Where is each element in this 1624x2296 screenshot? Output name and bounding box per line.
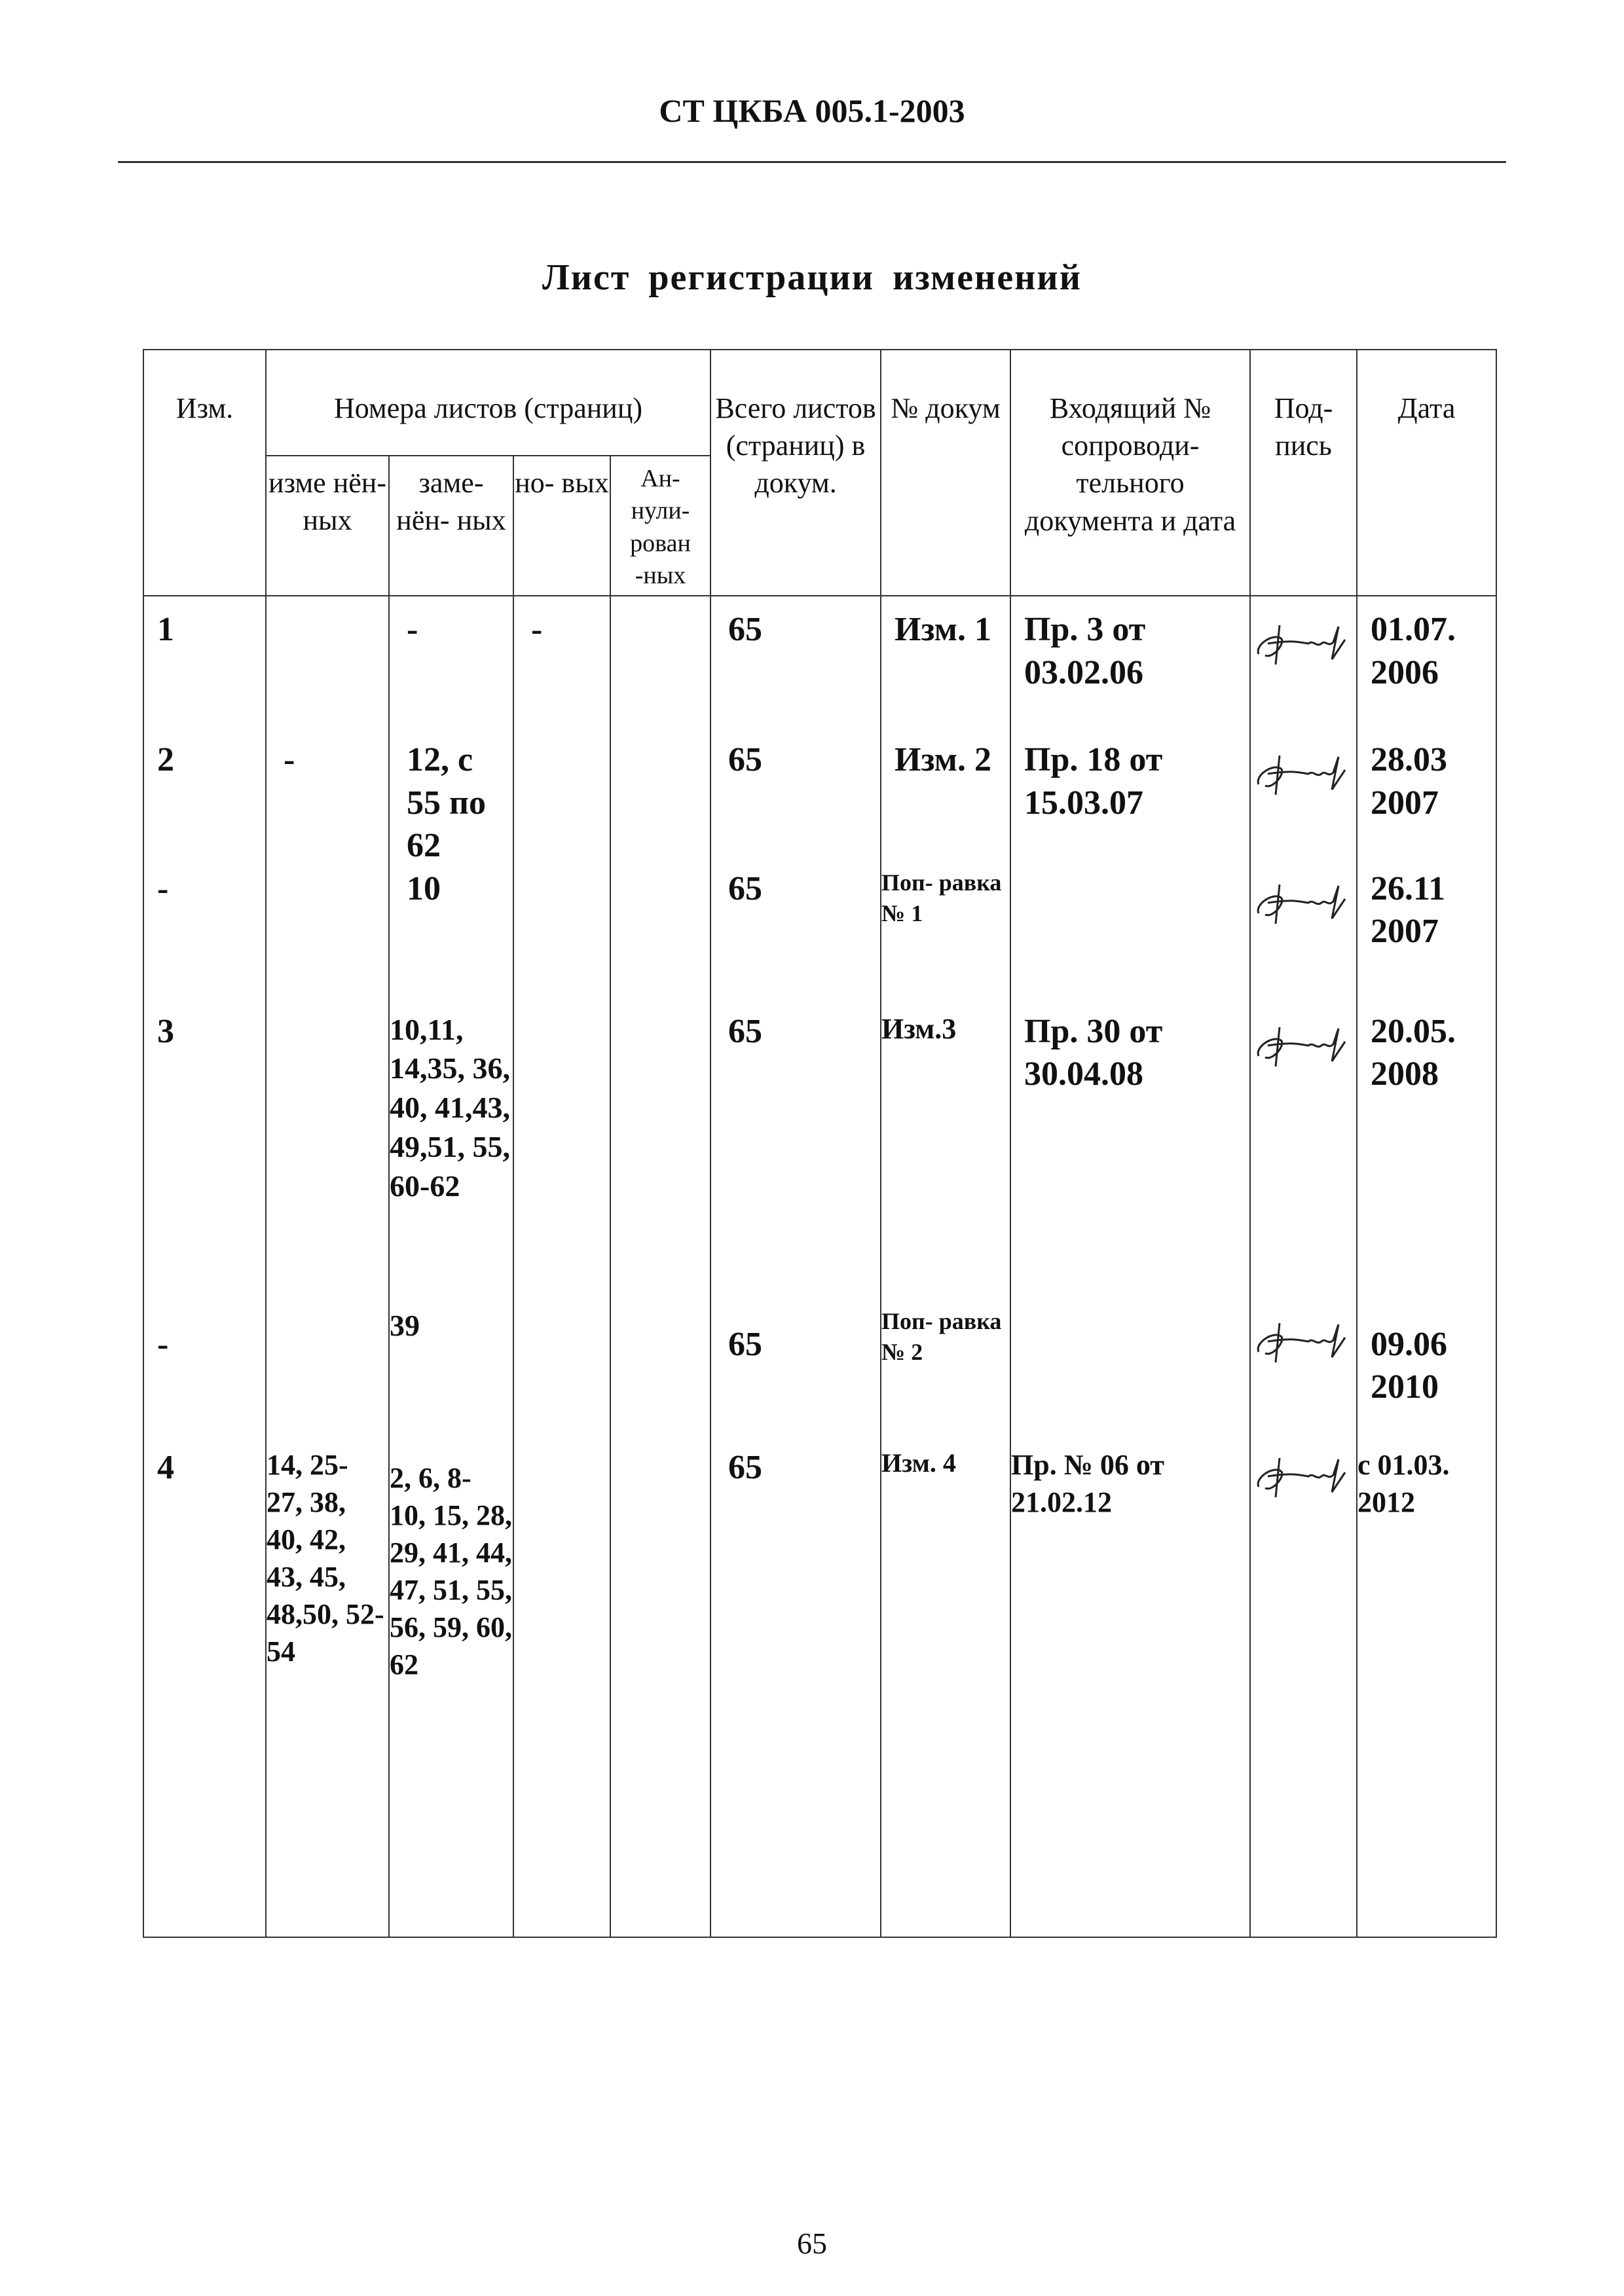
cell-incoming (1010, 867, 1250, 998)
cell-replaced: 2, 6, 8- 10, 15, 28, 29, 41, 44, 47, 51, 55, 56, 59, 60, 62 (389, 1437, 513, 1937)
cell-izm: 2 (143, 727, 266, 867)
cell-incoming: Пр. 3 от 03.02.06 (1010, 596, 1250, 727)
cell-total: 65 (710, 1437, 881, 1937)
col-header-changed: изме нён- ных (266, 456, 389, 596)
cell-izm: 3 (143, 998, 266, 1306)
col-header-new: но- вых (513, 456, 610, 596)
cell-signature (1250, 596, 1357, 727)
cell-total: 65 (710, 596, 881, 727)
cell-annulled (610, 1437, 710, 1937)
cell-total: 65 (710, 867, 881, 998)
cell-total: 65 (710, 727, 881, 867)
cell-signature (1250, 1437, 1357, 1937)
table-row (143, 1306, 1496, 1437)
cell-annulled (610, 727, 710, 867)
cell-doc-no: Изм. 1 (881, 596, 1010, 727)
page-number: 65 (797, 2227, 827, 2260)
cell-annulled (610, 867, 710, 998)
cell-signature (1250, 727, 1357, 867)
cell-incoming: Пр. 18 от 15.03.07 (1010, 727, 1250, 867)
col-header-sheet-numbers: Номера листов (страниц) (266, 350, 710, 456)
cell-total: 65 (710, 1306, 881, 1437)
cell-date: 09.06 2010 (1357, 1306, 1496, 1437)
cell-changed: 14, 25- 27, 38, 40, 42, 43, 45, 48,50, 52-54 (266, 1437, 389, 1937)
cell-new (513, 1306, 610, 1437)
table-row (143, 998, 1496, 1306)
cell-date: 01.07. 2006 (1357, 596, 1496, 727)
cell-signature (1250, 998, 1357, 1306)
signature-icon (1253, 1311, 1352, 1370)
cell-incoming (1010, 1306, 1250, 1437)
signature-icon (1253, 613, 1352, 672)
cell-replaced: 10,11, 14,35, 36, 40, 41,43, 49,51, 55, 60-62 (389, 998, 513, 1306)
cell-changed (266, 1306, 389, 1437)
cell-doc-no: Изм. 2 (881, 727, 1010, 867)
cell-changed (266, 867, 389, 998)
table-row (143, 596, 1496, 727)
col-header-incoming: Входящий № сопроводи- тельного документа и дата (1010, 350, 1250, 596)
header-rule (118, 161, 1506, 163)
table-row (143, 1437, 1496, 1937)
col-header-total: Всего листов (страниц) в докум. (710, 350, 881, 596)
cell-doc-no: Изм.3 (881, 998, 1010, 1306)
cell-date: 20.05. 2008 (1357, 998, 1496, 1306)
cell-new (513, 998, 610, 1306)
cell-total: 65 (710, 998, 881, 1306)
cell-doc-no: Поп- равка № 2 (881, 1306, 1010, 1437)
cell-changed: - (266, 727, 389, 867)
cell-signature (1250, 867, 1357, 998)
cell-date: 28.03 2007 (1357, 727, 1496, 867)
cell-replaced: - (389, 596, 513, 727)
table-row (143, 867, 1496, 998)
col-header-replaced: заме- нён- ных (389, 456, 513, 596)
cell-changed (266, 998, 389, 1306)
cell-izm: - (143, 1306, 266, 1437)
cell-annulled (610, 1306, 710, 1437)
cell-izm: - (143, 867, 266, 998)
col-header-annulled: Ан- нули- рован -ных (610, 456, 710, 596)
change-registration-table (143, 349, 1497, 1938)
cell-annulled (610, 998, 710, 1306)
cell-date: с 01.03. 2012 (1357, 1437, 1496, 1937)
col-header-izm: Изм. (143, 350, 266, 596)
cell-new (513, 867, 610, 998)
cell-doc-no: Поп- равка № 1 (881, 867, 1010, 998)
cell-replaced: 10 (389, 867, 513, 998)
col-header-date: Дата (1357, 350, 1496, 596)
cell-incoming: Пр. 30 от 30.04.08 (1010, 998, 1250, 1306)
cell-annulled (610, 596, 710, 727)
signature-icon (1253, 873, 1352, 932)
cell-new (513, 1437, 610, 1937)
signature-icon (1253, 744, 1352, 803)
cell-replaced: 12, с 55 по 62 (389, 727, 513, 867)
cell-changed (266, 596, 389, 727)
cell-izm: 1 (143, 596, 266, 727)
cell-incoming: Пр. № 06 от 21.02.12 (1010, 1437, 1250, 1937)
header-row-1 (143, 350, 1496, 456)
sheet-title: Лист регистрации изменений (542, 257, 1082, 298)
cell-signature (1250, 1306, 1357, 1437)
col-header-signature: Под- пись (1250, 350, 1357, 596)
signature-icon (1253, 1446, 1352, 1505)
cell-doc-no: Изм. 4 (881, 1437, 1010, 1937)
cell-izm: 4 (143, 1437, 266, 1937)
cell-date: 26.11 2007 (1357, 867, 1496, 998)
cell-replaced: 39 (389, 1306, 513, 1437)
cell-new: - (513, 596, 610, 727)
table-row (143, 727, 1496, 867)
document-code: СТ ЦКБА 005.1-2003 (659, 92, 965, 129)
signature-icon (1253, 1015, 1352, 1074)
cell-new (513, 727, 610, 867)
col-header-doc-no: № докум (881, 350, 1010, 596)
